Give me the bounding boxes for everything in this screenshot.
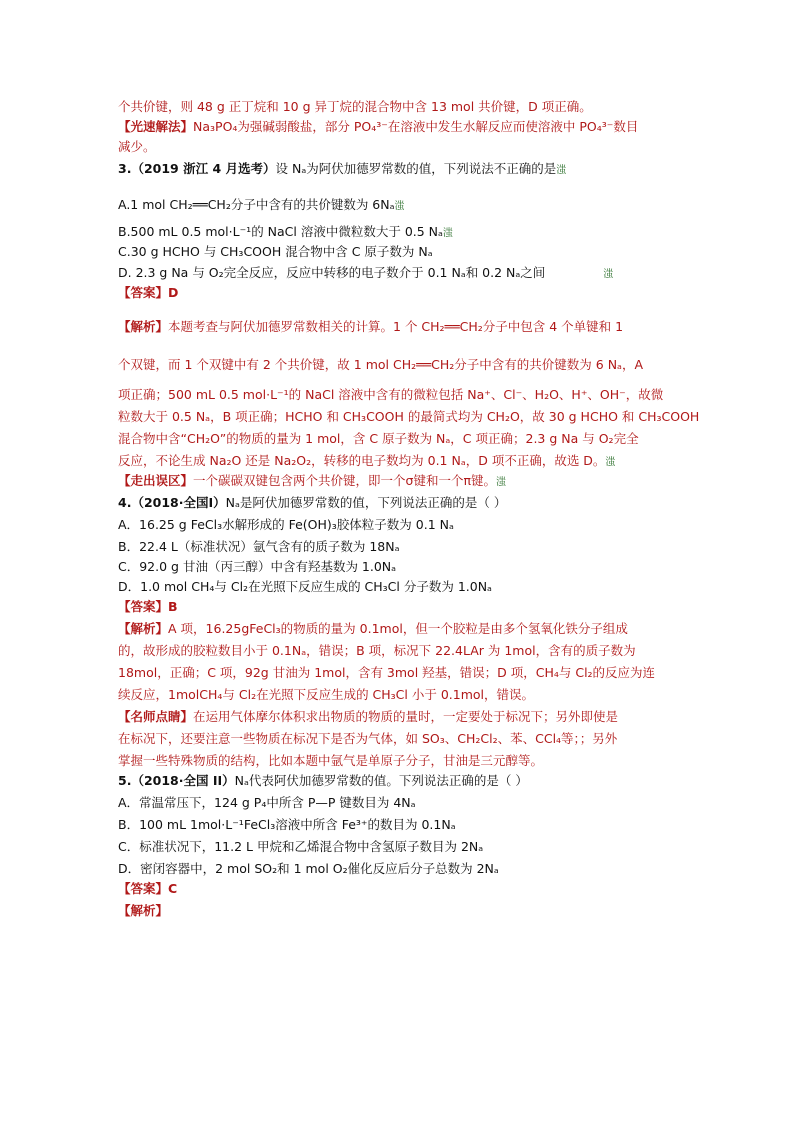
- question-source: 4.（2018·全国Ⅰ）: [118, 495, 226, 510]
- analysis-line: 18mol，正确；C 项，92g 甘油为 1mol，含有 3mol 羟基，错误；D 项，CH₄与 Cl₂的反应为连: [118, 665, 656, 680]
- option-c: C．92.0 g 甘油（丙三醇）中含有羟基数为 1.0Nₐ: [118, 559, 397, 574]
- analysis-line: 粒数大于 0.5 Nₐ，B 项正确；HCHO 和 CH₃COOH 的最简式均为 CH₂O，故 30 g HCHO 和 CH₃COOH: [118, 409, 700, 424]
- option-b: B.500 mL 0.5 mol·L⁻¹的 NaCl 溶液中微粒数大于 0.5 Nₐ滍: [118, 224, 453, 239]
- tip-tag: 【名师点睛】: [118, 709, 194, 724]
- tip-line: 在标况下，还要注意一些物质在标况下是否为气体，如 SO₃、CH₂Cl₂、苯、CCl₄等；；另外: [118, 731, 618, 746]
- watermark-glyph: 滍: [442, 228, 453, 239]
- option-d: D．1.0 mol CH₄与 Cl₂在光照下反应生成的 CH₃Cl 分子数为 1.0Nₐ: [118, 579, 492, 594]
- watermark-glyph: 滍: [603, 269, 614, 280]
- option-a: A．常温常压下，124 g P₄中所含 P—P 键数目为 4Nₐ: [118, 795, 416, 810]
- analysis-line: [118, 902, 168, 920]
- analysis-tag: 【解析】: [118, 903, 169, 918]
- tip-line: 【名师点睛】在运用气体摩尔体积求出物质的物质的量时，一定要处于标况下；另外即使是: [118, 709, 619, 724]
- analysis-line: 的，故形成的胶粒数目小于 0.1Nₐ，错误；B 项，标况下 22.4LAr 为 1mol，含有的质子数为: [118, 643, 636, 658]
- tip-text: Na₃PO₄为强碱弱酸盐，部分 PO₄³⁻在溶液中发生水解反应而使溶液中 PO₄³⁻数目: [193, 119, 639, 134]
- analysis-tag: 【解析】: [118, 319, 169, 334]
- answer-line: [118, 880, 177, 898]
- mistake-tag: 【走出误区】: [118, 473, 194, 488]
- watermark-glyph: 滍: [605, 457, 616, 468]
- tip-text: 减少。: [118, 139, 156, 154]
- answer-tag: 【答案】: [118, 599, 169, 614]
- option-d: D．密闭容器中，2 mol SO₂和 1 mol O₂催化反应后分子总数为 2Nₐ: [118, 861, 499, 876]
- answer-value: B: [168, 599, 178, 614]
- answer-value: C: [168, 881, 178, 896]
- option-b: B．100 mL 1mol·L⁻¹FeCl₃溶液中所含 Fe³⁺的数目为 0.1Nₐ: [118, 817, 456, 832]
- answer-tag: 【答案】: [118, 285, 169, 300]
- analysis-line: 【解析】本题考查与阿伏加德罗常数相关的计算。1 个 CH₂══CH₂分子中包含 4 个单键和 1: [118, 319, 624, 334]
- question-5-stem: [118, 772, 528, 790]
- watermark-glyph: 滍: [495, 477, 506, 488]
- analysis-line: 续反应，1molCH₄与 Cl₂在光照下反应生成的 CH₃Cl 小于 0.1mol，错误。: [118, 687, 535, 702]
- answer-text: 个共价键，则 48 g 正丁烷和 10 g 异丁烷的混合物中含 13 mol 共价键，D 项正确。: [118, 99, 592, 114]
- question-text: Nₐ代表阿伏加德罗常数的值。下列说法正确的是（ ）: [234, 773, 528, 788]
- question-3-stem: [118, 160, 566, 180]
- option-a: A.1 mol CH₂══CH₂分子中含有的共价键数为 6Nₐ滍: [118, 197, 405, 212]
- question-text: Nₐ是阿伏加德罗常数的值，下列说法正确的是（ ）: [225, 495, 507, 510]
- option-a: A．16.25 g FeCl₃水解形成的 Fe(OH)₃胶体粒子数为 0.1 Nₐ: [118, 517, 454, 532]
- option-c: C．标准状况下，11.2 L 甲烷和乙烯混合物中含氢原子数目为 2Nₐ: [118, 839, 484, 854]
- text-line: [118, 98, 592, 116]
- option-b: B．22.4 L（标准状况）氩气含有的质子数为 18Nₐ: [118, 539, 400, 554]
- option-c: C.30 g HCHO 与 CH₃COOH 混合物中含 C 原子数为 Nₐ: [118, 244, 433, 259]
- analysis-tag: 【解析】: [118, 621, 169, 636]
- watermark-glyph: 滍: [394, 201, 405, 212]
- watermark-glyph: 滍: [556, 165, 567, 176]
- answer-line: [118, 284, 178, 302]
- question-source: 3.（2019 浙江 4 月选考）: [118, 161, 276, 176]
- analysis-line: 【解析】A 项，16.25gFeCl₃的物质的量为 0.1mol，但一个胶粒是由多个氢氧化铁分子组成: [118, 621, 628, 636]
- analysis-line: 反应，不论生成 Na₂O 还是 Na₂O₂，转移的电子数均为 0.1 Nₐ，D 项不正确，故选 D。滍: [118, 453, 616, 468]
- analysis-line: 个双键，而 1 个双键中有 2 个共价键，故 1 mol CH₂══CH₂分子中含有的共价键数为 6 Nₐ，A: [118, 357, 643, 372]
- option-d: D. 2.3 g Na 与 O₂完全反应，反应中转移的电子数介于 0.1 Nₐ和 0.2 Nₐ之间 滍: [118, 265, 614, 280]
- tip-tag: 【光速解法】: [118, 119, 194, 134]
- question-source: 5.（2018·全国 II）: [118, 773, 235, 788]
- question-4-stem: [118, 494, 506, 512]
- analysis-line: 项正确；500 mL 0.5 mol·L⁻¹的 NaCl 溶液中含有的微粒包括 Na⁺、Cl⁻、H₂O、H⁺、OH⁻，故微: [118, 387, 664, 402]
- mistake-note: 【走出误区】一个碳碳双键包含两个共价键，即一个σ键和一个π键。滍: [118, 473, 506, 488]
- text-line: [118, 118, 638, 136]
- analysis-line: 混合物中含“CH₂O”的物质的量为 1 mol，含 C 原子数为 Nₐ，C 项正确；2.3 g Na 与 O₂完全: [118, 431, 639, 446]
- question-text: 设 Nₐ为阿伏加德罗常数的值，下列说法不正确的是: [275, 161, 557, 176]
- answer-line: [118, 598, 178, 616]
- text-line: [118, 138, 156, 156]
- tip-line: 掌握一些特殊物质的结构，比如本题中氩气是单原子分子，甘油是三元醇等。: [118, 753, 544, 768]
- answer-tag: 【答案】: [118, 881, 169, 896]
- answer-value: D: [168, 285, 179, 300]
